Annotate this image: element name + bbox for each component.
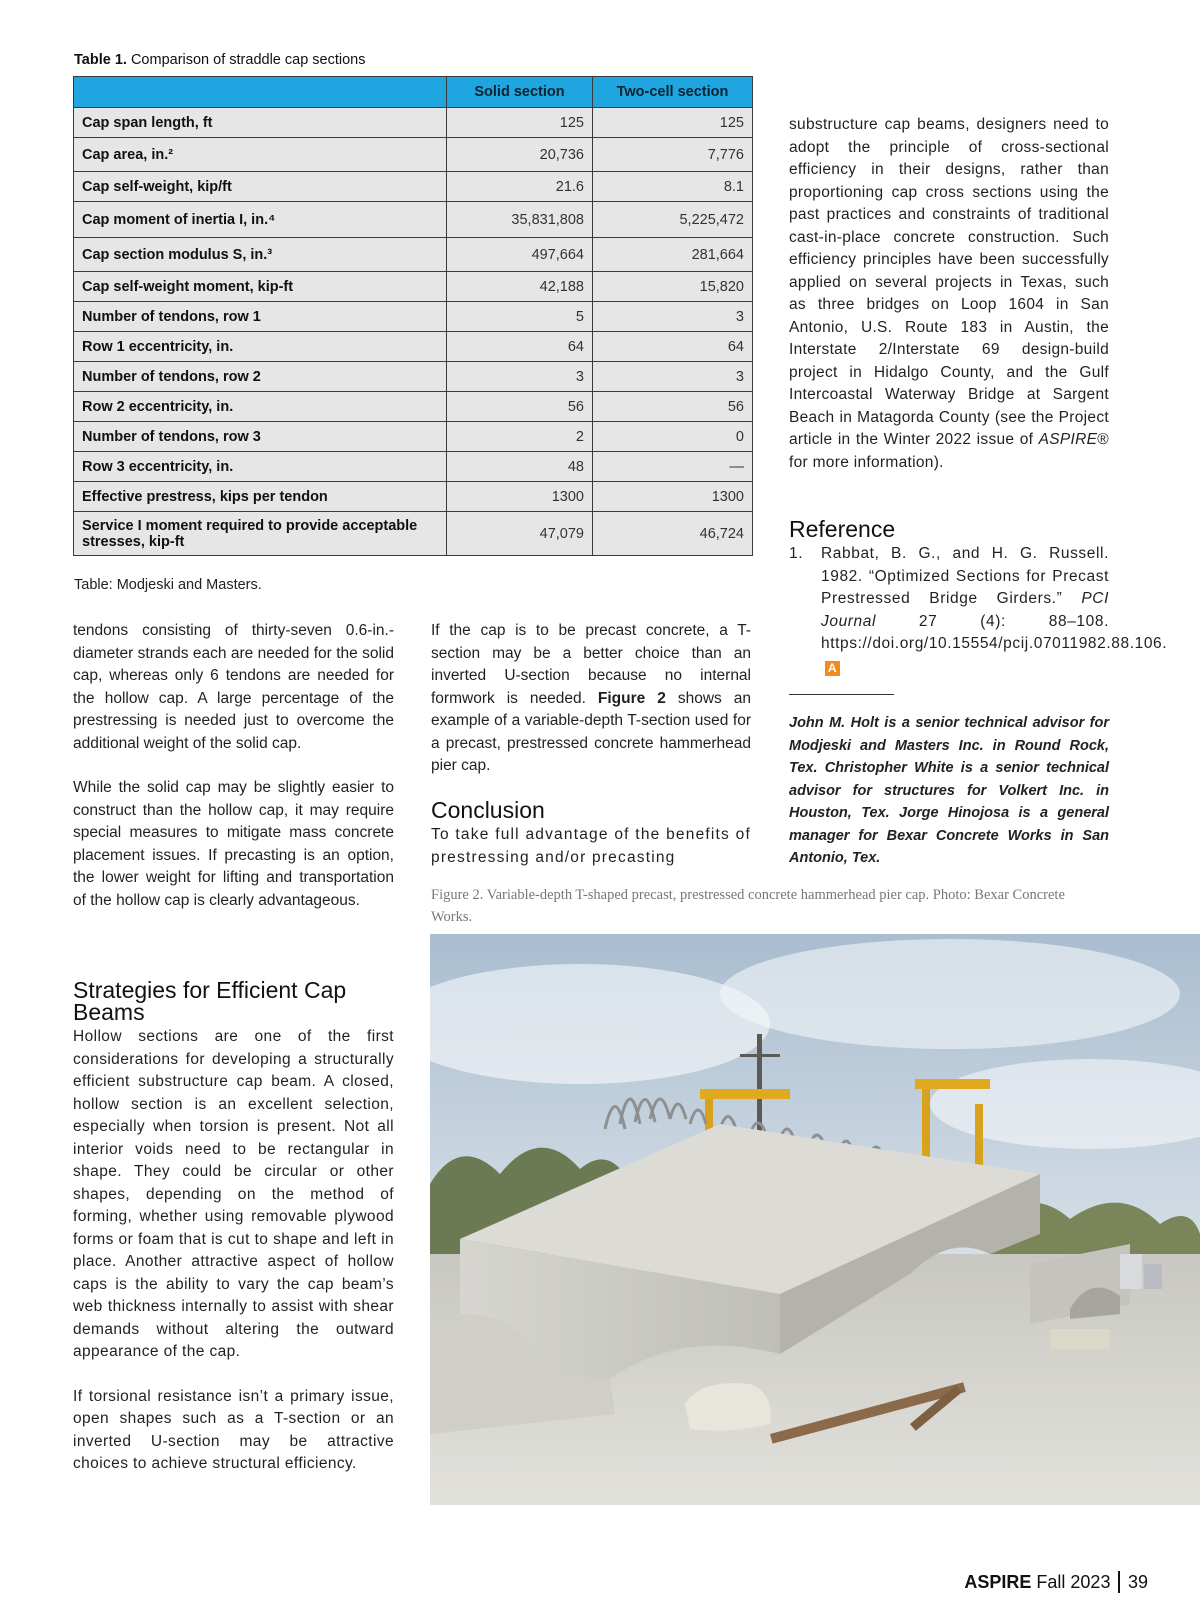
table-cell-solid-value: 3 bbox=[447, 362, 593, 392]
col2-paragraph-1 bbox=[431, 620, 751, 778]
table-cell-twocell-value: 7,776 bbox=[593, 138, 753, 172]
table-cell-twocell-value: 3 bbox=[593, 302, 753, 332]
table-cell-solid-value: 35,831,808 bbox=[447, 202, 593, 238]
reference-number: 1. bbox=[789, 545, 804, 562]
table-cell-solid-value: 42,188 bbox=[447, 272, 593, 302]
table-cell-twocell-value: — bbox=[593, 452, 753, 482]
table-cell-row-label: Number of tendons, row 3 bbox=[74, 422, 447, 452]
column-3-top bbox=[789, 114, 1109, 496]
table-header-blank bbox=[74, 77, 447, 108]
table-cell-twocell-value: 0 bbox=[593, 422, 753, 452]
heading-reference: Reference bbox=[789, 516, 896, 542]
col2-p1-text-end: shows an example of a variable-depth T-section used for a precast, prestressed concrete hammerhead pier cap. bbox=[431, 689, 751, 774]
table-cell-solid-value: 20,736 bbox=[447, 138, 593, 172]
table-cell-row-label: Cap moment of inertia I, in.⁴ bbox=[74, 202, 447, 238]
footer-magazine: ASPIRE bbox=[964, 1571, 1032, 1592]
col3-paragraph-1 bbox=[789, 114, 1109, 474]
table-cell-row-label: Service I moment required to provide acceptable stresses, kip-ft bbox=[74, 512, 447, 556]
table-row bbox=[74, 272, 753, 302]
table-cell-row-label: Cap section modulus S, in.³ bbox=[74, 238, 447, 272]
reference-item bbox=[789, 543, 1168, 678]
table-cell-solid-value: 1300 bbox=[447, 482, 593, 512]
column-2-bottom bbox=[431, 824, 751, 891]
table-cell-twocell-value: 56 bbox=[593, 392, 753, 422]
table-row bbox=[74, 138, 753, 172]
table-row bbox=[74, 392, 753, 422]
table-row bbox=[74, 332, 753, 362]
table-cell-row-label: Number of tendons, row 1 bbox=[74, 302, 447, 332]
column-1-bottom bbox=[73, 1026, 394, 1498]
page-footer bbox=[964, 1571, 1148, 1593]
col1-paragraph-4: If torsional resistance isn’t a primary issue, open shapes such as a T-section or an inverted U-section may be attractive choices to achieve structural efficiency. bbox=[73, 1387, 394, 1472]
col3-p1-text-end: ® for more information). bbox=[789, 431, 1109, 471]
table-row bbox=[74, 172, 753, 202]
table-cell-row-label: Row 1 eccentricity, in. bbox=[74, 332, 447, 362]
reference-journal: PCI Journal bbox=[821, 590, 1109, 630]
table-cell-solid-value: 497,664 bbox=[447, 238, 593, 272]
table-header-row bbox=[74, 77, 753, 108]
table-cell-twocell-value: 46,724 bbox=[593, 512, 753, 556]
table-row bbox=[74, 482, 753, 512]
table-cell-twocell-value: 1300 bbox=[593, 482, 753, 512]
table-row bbox=[74, 512, 753, 556]
table-cell-row-label: Cap area, in.² bbox=[74, 138, 447, 172]
table-cell-solid-value: 2 bbox=[447, 422, 593, 452]
table-row bbox=[74, 422, 753, 452]
table-header-solid: Solid section bbox=[447, 77, 593, 108]
table-cell-row-label: Cap self-weight, kip/ft bbox=[74, 172, 447, 202]
col3-p1-text: substructure cap beams, designers need to adopt the principle of cross-sectional efficiency in their designs, rather than proportioning cap cross sections using the past practices and constraints of traditional cast-in-place concrete construction. Such efficiency principles have been successfully applied on several projects in Texas, such as three bridges on Loop 1604 in San Antonio, U.S. Route 183 in Austin, the Interstate 2/Interstate 69 design-build project in Hidalgo County, and the Gulf Intercoastal Waterway Bridge at Sargent Beach in Matagorda County (see the Project article in the Winter 2022 issue of bbox=[789, 116, 1109, 448]
col2-paragraph-2: To take full advantage of the benefits of prestressing and/or precasting bbox=[431, 826, 751, 866]
table-cell-row-label: Effective prestress, kips per tendon bbox=[74, 482, 447, 512]
table-cell-row-label: Cap span length, ft bbox=[74, 108, 447, 138]
end-mark-icon: A bbox=[825, 661, 840, 676]
table-caption-text: Comparison of straddle cap sections bbox=[130, 52, 366, 68]
table-cell-row-label: Number of tendons, row 2 bbox=[74, 362, 447, 392]
page-number: 39 bbox=[1127, 1571, 1148, 1592]
bio-divider bbox=[789, 694, 894, 695]
col1-paragraph-1: tendons consisting of thirty-seven 0.6-in.-diameter strands each are needed for the solid cap, whereas only 6 tendons are needed for the hollow cap. A large percentage of the prestressing is needed just to overcome the additional weight of the solid cap. bbox=[73, 622, 394, 752]
col1-paragraph-2: While the solid cap may be slightly easier to construct than the hollow cap, it may require special measures to mitigate mass concrete placement issues. If precasting is an option, the lower weight for lifting and transportation of the hollow cap is clearly advantageous. bbox=[73, 779, 394, 909]
table-row bbox=[74, 108, 753, 138]
author-bio: John M. Holt is a senior technical advisor for Modjeski and Masters Inc. in Round Rock, Tex. Christopher White is a senior technical advisor for structures for Volkert Inc. in Houston, Tex. Jorge Hinojosa is a general manager for Bexar Concrete Works in San Antonio, Tex. bbox=[789, 715, 1109, 866]
figure-caption: Figure 2. Variable-depth T-shaped precast, prestressed concrete hammerhead pier cap. Photo: Bexar Concrete Works. bbox=[431, 887, 1065, 925]
table-cell-solid-value: 21.6 bbox=[447, 172, 593, 202]
heading-strategies: Strategies for Efficient Cap Beams bbox=[73, 977, 347, 1025]
figure-2-ref: Figure 2 bbox=[597, 689, 666, 707]
table-cell-row-label: Row 3 eccentricity, in. bbox=[74, 452, 447, 482]
table-source: Table: Modjeski and Masters. bbox=[74, 577, 262, 593]
table-header-twocell: Two-cell section bbox=[593, 77, 753, 108]
table-cell-solid-value: 64 bbox=[447, 332, 593, 362]
aspire-title: ASPIRE bbox=[1038, 431, 1098, 448]
table-row bbox=[74, 452, 753, 482]
column-2-top bbox=[431, 620, 751, 800]
table-cell-solid-value: 125 bbox=[447, 108, 593, 138]
comparison-table bbox=[73, 76, 753, 556]
table-row bbox=[74, 238, 753, 272]
table-cell-twocell-value: 5,225,472 bbox=[593, 202, 753, 238]
table-cell-twocell-value: 125 bbox=[593, 108, 753, 138]
table-cell-twocell-value: 281,664 bbox=[593, 238, 753, 272]
col1-paragraph-3: Hollow sections are one of the first considerations for developing a structurally efficient substructure cap beam. A closed, hollow section is an excellent selection, especially when torsion is present. Not all interior voids need to be rectangular in shape. They could be circular or other shapes, depending on the method of forming, whether using removable plywood forms or foam that is cut to shape and left in place. Another attractive aspect of hollow caps is the ability to vary the cap beam’s web thickness internally to assist with shear demands without altering the outward appearance of the cap. bbox=[73, 1028, 394, 1360]
table-row bbox=[74, 302, 753, 332]
table-cell-twocell-value: 3 bbox=[593, 362, 753, 392]
reference-text: Rabbat, B. G., and H. G. Russell. 1982. “Optimized Sections for Precast Prestressed Bridge Girders.” bbox=[821, 545, 1109, 607]
footer-issue: Fall 2023 bbox=[1036, 1571, 1111, 1592]
table-cell-solid-value: 56 bbox=[447, 392, 593, 422]
figure-2-photo bbox=[430, 934, 1200, 1505]
reference-text-end: 27 (4): 88–108. https://doi.org/10.15554/pcij.07011982.88.106. bbox=[821, 612, 1168, 652]
table-row bbox=[74, 362, 753, 392]
heading-conclusion: Conclusion bbox=[431, 797, 545, 823]
footer-separator bbox=[1118, 1571, 1120, 1593]
table-cell-twocell-value: 8.1 bbox=[593, 172, 753, 202]
table-cell-row-label: Cap self-weight moment, kip-ft bbox=[74, 272, 447, 302]
col2-p1-text: If the cap is to be precast concrete, a T-section may be a better choice than an inverted U-section because no internal formwork is needed. bbox=[431, 622, 751, 707]
table-cell-solid-value: 5 bbox=[447, 302, 593, 332]
table-cell-twocell-value: 15,820 bbox=[593, 272, 753, 302]
table-caption bbox=[74, 52, 366, 68]
table-cell-row-label: Row 2 eccentricity, in. bbox=[74, 392, 447, 422]
column-1-top bbox=[73, 620, 394, 934]
table-caption-label: Table 1. bbox=[74, 52, 127, 68]
table-cell-solid-value: 48 bbox=[447, 452, 593, 482]
table-cell-solid-value: 47,079 bbox=[447, 512, 593, 556]
table-row bbox=[74, 202, 753, 238]
table-cell-twocell-value: 64 bbox=[593, 332, 753, 362]
